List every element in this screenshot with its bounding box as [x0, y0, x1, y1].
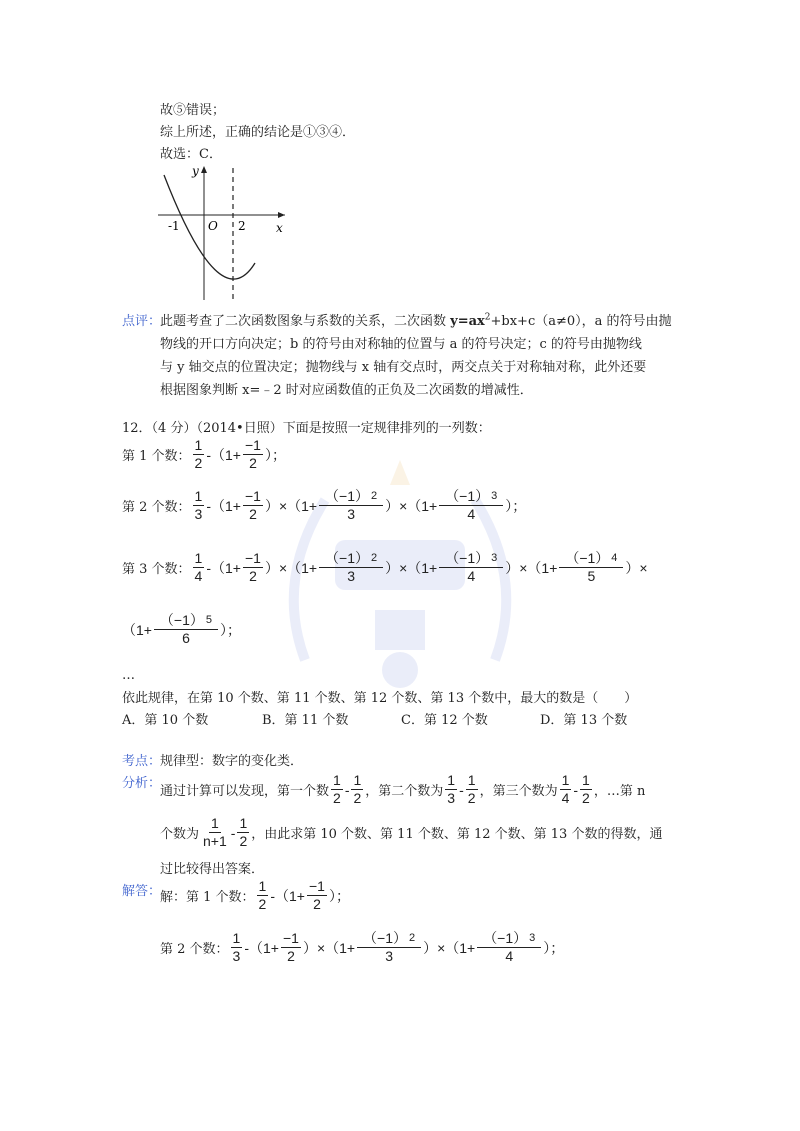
- frac-neg1-2: [243, 437, 263, 472]
- num: −1: [308, 878, 325, 894]
- negp: （−1）: [445, 550, 490, 566]
- den: 2: [333, 790, 341, 806]
- exp: 5: [205, 614, 213, 626]
- open-paren: （1+: [275, 887, 305, 904]
- review-exp: 2: [484, 312, 491, 323]
- num: 1: [232, 930, 241, 946]
- frac-neg1sq-3: [357, 930, 421, 965]
- q12-number-1: [122, 437, 286, 472]
- frac-1-2: [257, 878, 269, 913]
- neg-one-label: -1: [168, 219, 180, 233]
- den: 3: [347, 506, 355, 522]
- open-paren: （1+: [211, 559, 241, 576]
- num: [439, 550, 503, 568]
- den: 6: [182, 630, 190, 646]
- den: 3: [447, 790, 456, 806]
- num: 1: [194, 488, 203, 504]
- option-a[interactable]: A．第 10 个数: [122, 713, 209, 728]
- fenxi-line-3: 过比较得出答案．: [160, 862, 265, 877]
- negp: （−1）: [483, 930, 528, 946]
- review-line-4: 根据图象判断 x=﹣2 时对应函数值的正负及二次函数的增减性．: [160, 383, 533, 398]
- line-summary: 综上所述，正确的结论是①③④．: [160, 125, 356, 140]
- negp: （−1）: [325, 488, 370, 504]
- open-paren: （1+: [211, 446, 241, 463]
- option-c[interactable]: C．第 12 个数: [401, 713, 488, 728]
- frac-1-3: [193, 488, 205, 523]
- num: [357, 930, 421, 948]
- den: 3: [232, 948, 241, 964]
- label-n1: 第 1 个数：: [122, 449, 191, 464]
- review-text-d: +bx+c（a≠0），a 的符号由抛: [490, 314, 672, 329]
- frac-1-4: [193, 550, 205, 585]
- jieda-tag: 解答：: [122, 884, 162, 899]
- jieda-line-1: [160, 878, 350, 913]
- frac-neg1cu-4: [439, 488, 503, 523]
- den: 2: [249, 455, 257, 471]
- close: ）；: [328, 887, 350, 904]
- negp: （−1）: [565, 550, 610, 566]
- minus: -: [573, 781, 579, 798]
- frac-1-3: [231, 930, 243, 965]
- den: 5: [587, 568, 596, 584]
- review-line-1: [160, 310, 672, 329]
- exp: 3: [529, 932, 536, 944]
- num: 1: [194, 437, 203, 453]
- frac-neg1cu-4: [477, 930, 541, 965]
- den: 2: [194, 455, 203, 471]
- times: ）×（1+: [385, 559, 438, 576]
- minus: -: [344, 781, 350, 798]
- exp: 4: [611, 552, 618, 564]
- den: 2: [467, 790, 476, 806]
- num: 1: [239, 815, 248, 831]
- frac-neg1-2: [281, 930, 301, 965]
- den: 4: [561, 790, 570, 806]
- negp: （−1）: [363, 930, 408, 946]
- negp: （−1）: [159, 612, 204, 628]
- frac-1-2: [331, 772, 343, 807]
- frac-1-2: [193, 437, 205, 472]
- minus: -: [230, 824, 236, 841]
- line-conclusion-5: 故⑤错误；: [160, 103, 226, 118]
- den: 2: [353, 790, 362, 806]
- text: 第 2 个数：: [160, 942, 229, 957]
- den: 2: [258, 896, 267, 912]
- exp: 2: [409, 932, 416, 944]
- label-n3: 第 3 个数：: [122, 562, 191, 577]
- close: ）；: [543, 939, 565, 956]
- minus: -: [206, 559, 212, 576]
- den: 2: [287, 948, 295, 964]
- fenxi-tag: 分析：: [122, 776, 162, 791]
- num: −1: [244, 488, 261, 504]
- exp: 2: [371, 552, 378, 564]
- den: 3: [194, 506, 203, 522]
- line-choice: 故选：C．: [160, 147, 222, 162]
- review-line-2: 物线的开口方向决定；b 的符号由对称轴的位置与 a 的符号决定；c 的符号由抛物线: [160, 337, 642, 352]
- den: 4: [505, 948, 514, 964]
- y-label: y: [192, 164, 199, 178]
- frac-neg1p4-5: [559, 550, 623, 585]
- num: 1: [333, 772, 341, 788]
- frac-neg1-2: [243, 550, 263, 585]
- q12-number-2: [122, 488, 526, 523]
- frac-1-2: [580, 772, 592, 807]
- frac-neg1-2: [243, 488, 263, 523]
- text: 通过计算可以发现，第一个数: [160, 784, 330, 799]
- num: 1: [194, 550, 203, 566]
- two-label: 2: [238, 219, 246, 233]
- num: −1: [244, 437, 261, 453]
- parabola-graph: [150, 160, 290, 305]
- times: ）×（1+: [385, 497, 438, 514]
- close: ）×: [625, 559, 648, 576]
- den: 2: [313, 896, 321, 912]
- text: ，由此求第 10 个数、第 11 个数、第 12 个数、第 13 个数的得数，通: [251, 827, 663, 842]
- frac-1-4: [560, 772, 572, 807]
- review-line-3: 与 y 轴交点的位置决定；抛物线与 x 轴有交点时，两交点关于对称轴对称，此外还要: [160, 360, 647, 375]
- exp: 3: [491, 552, 498, 564]
- den: 2: [239, 833, 248, 849]
- num: 1: [210, 815, 219, 831]
- num: 1: [353, 772, 362, 788]
- frac-1-2: [466, 772, 478, 807]
- jieda-line-2: [160, 930, 564, 965]
- minus: -: [244, 939, 250, 956]
- den: 2: [249, 568, 257, 584]
- option-b[interactable]: B．第 11 个数: [262, 713, 349, 728]
- review-tag: 点评：: [122, 314, 162, 329]
- text: ，…第 n: [593, 784, 646, 799]
- close: ）；: [505, 497, 527, 514]
- option-d[interactable]: D．第 13 个数: [540, 713, 628, 728]
- text: ，第三个数为: [479, 784, 558, 799]
- num: −1: [282, 930, 299, 946]
- frac-1-2: [237, 815, 249, 850]
- times: ）×（1+: [264, 497, 318, 514]
- question-12-header: 12．（4 分）（2014•日照）下面是按照一定规律排列的一列数：: [122, 421, 491, 436]
- den: 2: [582, 790, 590, 806]
- minus: -: [270, 887, 276, 904]
- fenxi-line-2: [160, 815, 662, 850]
- den: 4: [194, 568, 203, 584]
- exp: 2: [371, 490, 378, 502]
- num: −1: [244, 550, 261, 566]
- label-n2: 第 2 个数：: [122, 500, 191, 515]
- num: [319, 488, 383, 506]
- num: [477, 930, 541, 948]
- frac-neg1sq-3: [319, 550, 383, 585]
- num: [154, 612, 218, 630]
- den: 4: [467, 568, 476, 584]
- exp: 3: [491, 490, 498, 502]
- origin-label: O: [208, 219, 218, 233]
- negp: （−1）: [325, 550, 370, 566]
- open-paren: （1+: [211, 497, 241, 514]
- den: 3: [385, 948, 393, 964]
- den: 4: [467, 506, 476, 522]
- review-formula: y=ax: [450, 314, 485, 329]
- frac-1-2: [351, 772, 363, 807]
- num: 1: [467, 772, 476, 788]
- minus: -: [206, 497, 212, 514]
- kaodian-tag: 考点：: [122, 754, 162, 769]
- frac-neg1sq-3: [319, 488, 383, 523]
- frac-neg1cu-4: [439, 550, 503, 585]
- close: ）；: [219, 621, 241, 638]
- fenxi-line-1: [160, 772, 645, 807]
- frac-1-3: [445, 772, 457, 807]
- text: ，第二个数为: [365, 784, 444, 799]
- negp: （−1）: [445, 488, 490, 504]
- open-paren: （1+: [249, 939, 279, 956]
- num: [559, 550, 623, 568]
- num: [439, 488, 503, 506]
- q12-number-3-cont: [122, 612, 241, 647]
- num: 1: [582, 772, 590, 788]
- den: n+1: [203, 833, 227, 849]
- minus: -: [206, 446, 212, 463]
- kaodian-text: 规律型：数字的变化类．: [160, 754, 304, 769]
- frac-neg1p5-6: [154, 612, 218, 647]
- question-text: 依此规律，在第 10 个数、第 11 个数、第 12 个数、第 13 个数中，最大的数是（ ）: [122, 691, 638, 706]
- num: 1: [447, 772, 456, 788]
- text: 解：第 1 个数：: [160, 890, 255, 905]
- den: 3: [347, 568, 355, 584]
- times: ）×（1+: [423, 939, 476, 956]
- times: ）×（1+: [505, 559, 558, 576]
- close: ）；: [264, 446, 286, 463]
- num: 1: [561, 772, 570, 788]
- minus: -: [459, 781, 464, 798]
- frac-1-n1: [201, 815, 229, 850]
- num: [319, 550, 383, 568]
- x-label: x: [276, 221, 283, 235]
- open-paren: （1+: [122, 621, 152, 638]
- q12-number-3: [122, 550, 648, 585]
- times: ）×（1+: [264, 559, 318, 576]
- den: 2: [249, 506, 257, 522]
- text: 个数为: [160, 827, 200, 842]
- ellipsis: …: [122, 668, 135, 683]
- review-text-a: 此题考查了二次函数图象与系数的关系，二次函数: [160, 314, 451, 329]
- num: 1: [258, 878, 267, 894]
- frac-neg1-2: [307, 878, 327, 913]
- times: ）×（1+: [302, 939, 356, 956]
